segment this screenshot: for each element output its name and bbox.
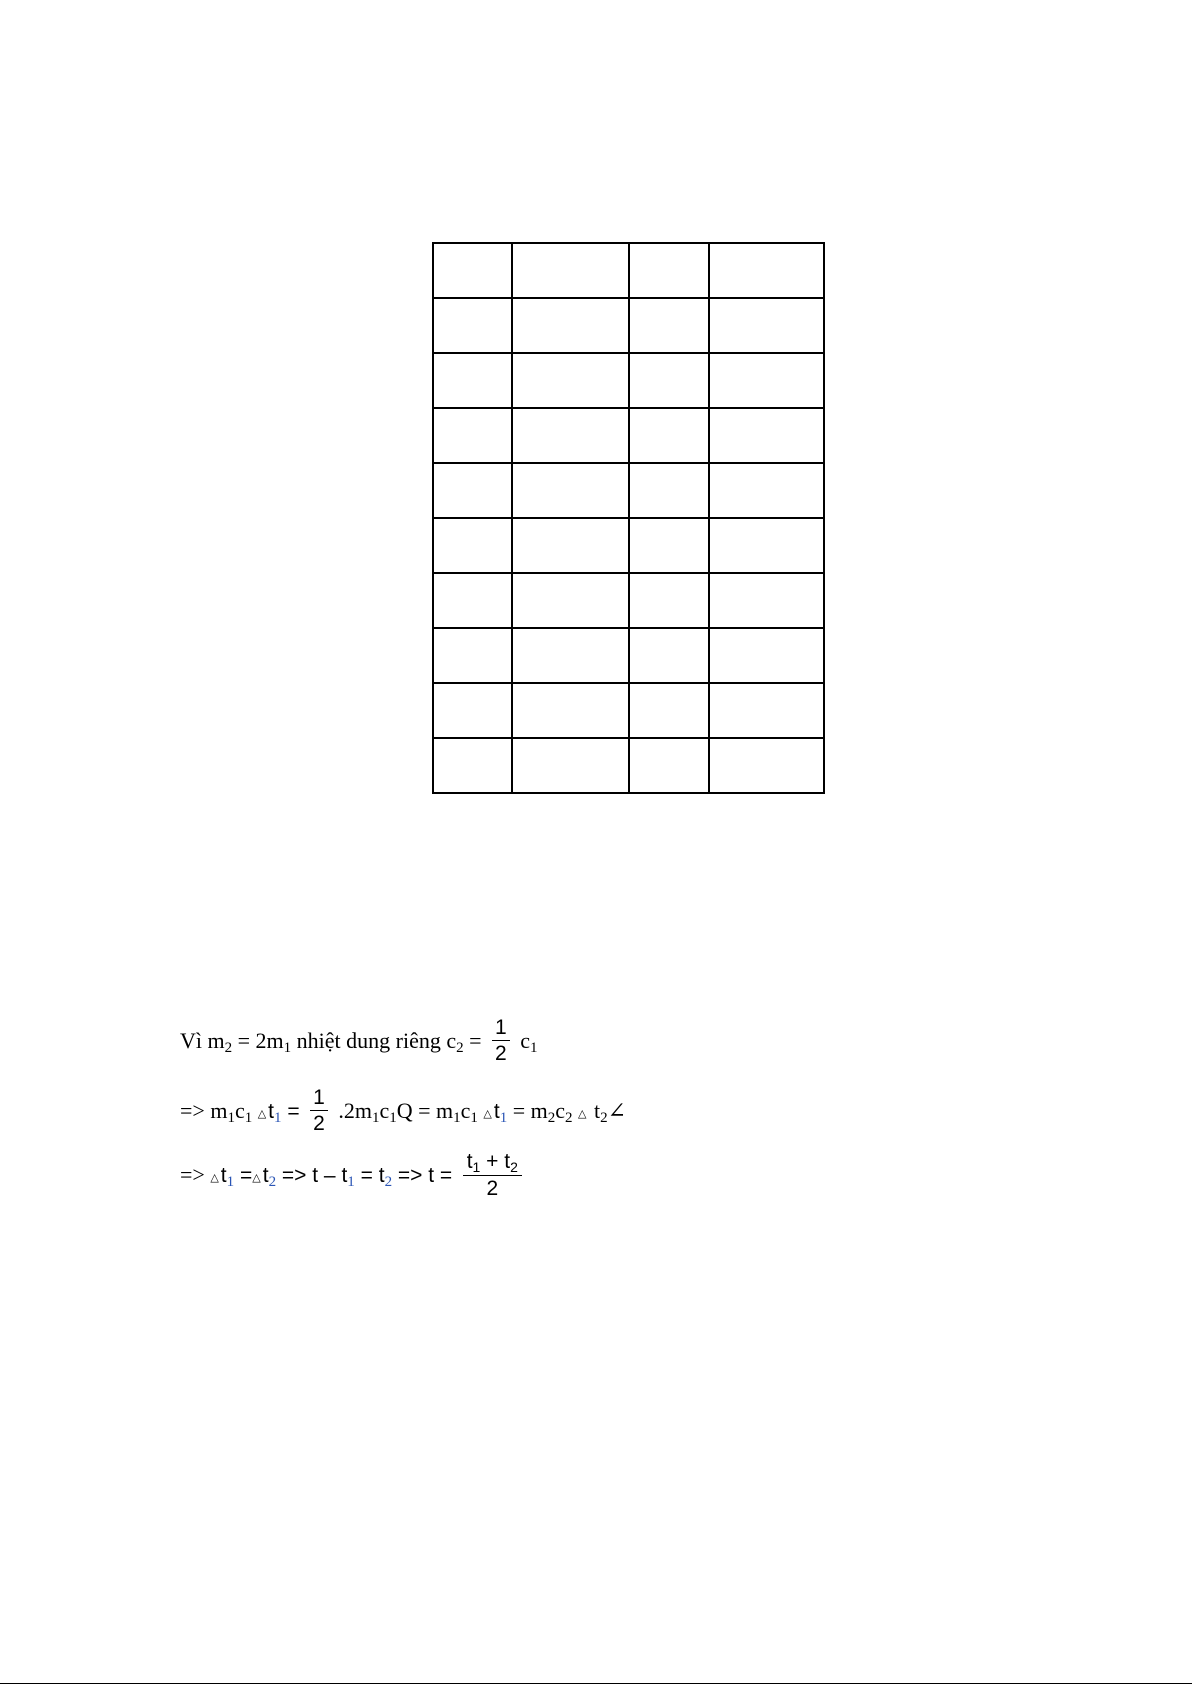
table-cell: [629, 243, 709, 298]
eq2-end: ∠: [607, 1097, 627, 1123]
table-row: [433, 298, 824, 353]
eq3-t1: t: [220, 1164, 227, 1187]
eq3-plus: + t: [480, 1150, 511, 1173]
table-cell: [433, 628, 512, 683]
delta-icon: △: [578, 1106, 587, 1120]
table-cell: [629, 573, 709, 628]
table-cell: [629, 408, 709, 463]
footer-rule: [0, 1683, 1192, 1684]
table-row: [433, 738, 824, 793]
table-cell: [709, 298, 824, 353]
table-cell: [433, 408, 512, 463]
eq3-t1-sub: 1: [226, 1174, 235, 1190]
eq3-equals-2: = t: [354, 1164, 385, 1187]
eq1-sub-2: 2: [224, 1039, 233, 1056]
delta-icon: △: [252, 1171, 261, 1184]
eq2-m-sub: 1: [227, 1109, 235, 1126]
table-cell: [433, 353, 512, 408]
eq3-implies-2: => t =: [392, 1164, 453, 1187]
eq1-text: nhiệt dung riêng c: [291, 1027, 457, 1053]
table-cell: [709, 518, 824, 573]
eq3-implies-sub: 1: [347, 1174, 355, 1190]
table-cell: [512, 243, 629, 298]
eq2-c4: c: [555, 1097, 565, 1123]
table-cell: [629, 683, 709, 738]
eq1-c-sub: 2: [456, 1039, 464, 1056]
delta-icon: △: [210, 1171, 219, 1184]
eq2-t3: t: [593, 1097, 601, 1123]
delta-icon: △: [257, 1106, 267, 1120]
table-cell: [433, 243, 512, 298]
empty-grid-table: [432, 242, 825, 794]
table-row: [433, 628, 824, 683]
table-row: [433, 353, 824, 408]
table-cell: [709, 738, 824, 793]
eq1-tail: c: [520, 1027, 530, 1053]
table-cell: [433, 573, 512, 628]
table-cell: [709, 243, 824, 298]
eq1-equals: =: [463, 1027, 482, 1053]
eq3-implies: => t – t: [276, 1164, 348, 1187]
table-cell: [512, 738, 629, 793]
eq2-m2-sub: 2: [547, 1109, 556, 1126]
eq1-prefix: Vì m: [180, 1027, 225, 1053]
table-cell: [709, 573, 824, 628]
eq2-arrow: => m: [180, 1097, 228, 1123]
eq3-num-a-sub: 1: [472, 1159, 481, 1175]
eq3-arrow: =>: [180, 1162, 211, 1187]
eq2-c3-sub: 1: [470, 1109, 478, 1126]
equation-line-1: [180, 1017, 538, 1064]
table-cell: [709, 408, 824, 463]
table-row: [433, 683, 824, 738]
eq2-equals-2: = m: [507, 1097, 548, 1123]
eq2-equals: =: [281, 1099, 300, 1123]
eq3-t2-sub: 2: [268, 1174, 277, 1190]
eq2-frac-den: 2: [313, 1112, 325, 1135]
table-cell: [512, 518, 629, 573]
table-cell: [629, 298, 709, 353]
eq1-frac-den: 2: [495, 1042, 507, 1065]
eq2-after-frac: .2m: [338, 1097, 372, 1123]
table-cell: [433, 463, 512, 518]
table-cell: [709, 683, 824, 738]
eq2-c2: c: [379, 1097, 390, 1123]
table-row: [433, 463, 824, 518]
eq3-fraction: [463, 1151, 522, 1199]
table-cell: [512, 353, 629, 408]
eq2-c-sub: 1: [244, 1109, 253, 1126]
table-cell: [433, 518, 512, 573]
eq3-t2: t: [262, 1164, 269, 1187]
eq2-c: c: [234, 1097, 245, 1123]
table-cell: [629, 738, 709, 793]
eq2-frac-num: 1: [310, 1087, 328, 1111]
table-cell: [512, 463, 629, 518]
eq2-q-sub: 1: [453, 1109, 461, 1126]
eq2-fraction: [310, 1087, 328, 1134]
table-cell: [433, 298, 512, 353]
eq2-q: Q = m: [396, 1097, 454, 1123]
delta-icon: △: [483, 1106, 492, 1120]
eq1-fraction: [492, 1017, 510, 1064]
table-cell: [709, 353, 824, 408]
eq2-t-sub: 1: [274, 1109, 282, 1126]
eq2-c2-sub: 1: [389, 1109, 397, 1126]
table-cell: [629, 353, 709, 408]
eq2-t2-sub: 1: [499, 1109, 508, 1126]
table-cell: [709, 628, 824, 683]
equation-line-3: [180, 1151, 527, 1199]
eq3-num-a: t: [466, 1150, 473, 1173]
table-row: [433, 408, 824, 463]
table-cell: [512, 628, 629, 683]
eq3-den: 2: [486, 1177, 499, 1200]
table-cell: [512, 683, 629, 738]
eq2-c4-sub: 2: [565, 1109, 573, 1126]
equation-line-2: [180, 1087, 626, 1134]
eq3-num-b-sub: 2: [510, 1159, 518, 1175]
eq2-t2: t: [493, 1099, 500, 1123]
table-row: [433, 243, 824, 298]
eq2-c3: c: [460, 1097, 471, 1123]
eq2-t: t: [268, 1099, 275, 1123]
table-cell: [629, 628, 709, 683]
eq1-sub-1: 1: [283, 1039, 292, 1056]
table-cell: [709, 463, 824, 518]
table-row: [433, 518, 824, 573]
eq2-after-sub: 1: [371, 1109, 380, 1126]
table-cell: [512, 298, 629, 353]
table-cell: [629, 463, 709, 518]
eq2-t3-sub: 2: [600, 1109, 608, 1126]
table-row: [433, 573, 824, 628]
eq3-equals: =: [234, 1164, 253, 1187]
eq3-equals-2-sub: 2: [384, 1174, 393, 1190]
table-cell: [433, 738, 512, 793]
table-cell: [433, 683, 512, 738]
table-cell: [512, 408, 629, 463]
eq1-frac-num: 1: [492, 1017, 510, 1041]
table-cell: [512, 573, 629, 628]
eq1-tail-sub: 1: [530, 1039, 538, 1056]
table-cell: [629, 518, 709, 573]
eq1-mid: = 2m: [232, 1027, 284, 1053]
